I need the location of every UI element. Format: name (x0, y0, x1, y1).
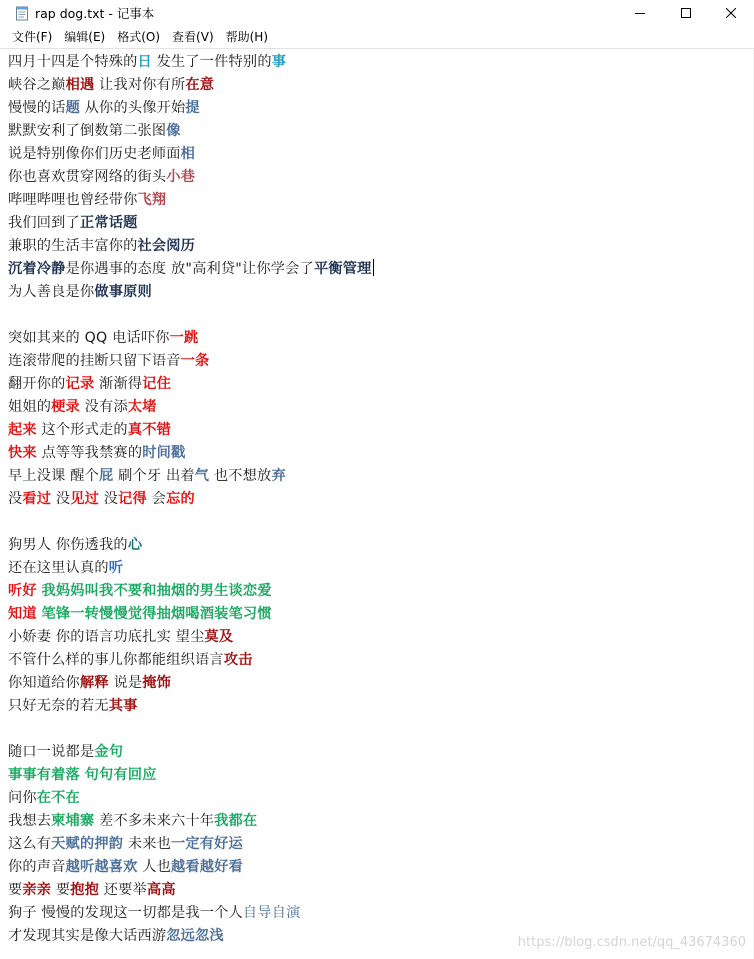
text-line (8, 442, 185, 465)
text-line (8, 672, 171, 695)
plain-text: 问你 (8, 790, 37, 806)
plain-text: 哔哩哔哩也曾经带你 (8, 192, 138, 208)
text-line (8, 419, 171, 442)
plain-text: 四月十四是个特殊的 (8, 54, 138, 70)
text-line (8, 879, 176, 902)
notepad-icon (15, 5, 29, 21)
plain-text: 没 (99, 491, 119, 507)
plain-text: 连滚带爬的挂断只留下语音 (8, 353, 181, 369)
highlighted-text: 事 (271, 54, 287, 70)
plain-text: 从你的头像开始 (79, 100, 186, 116)
text-line (8, 350, 209, 373)
highlighted-text: 沉着冷静 (8, 261, 66, 277)
highlighted-text: 越看越好看 (171, 859, 243, 875)
minimize-button[interactable] (617, 0, 663, 26)
text-line (8, 626, 233, 649)
text-line (8, 534, 142, 557)
plain-text: 我们回到了 (8, 215, 80, 231)
text-line (8, 580, 272, 603)
plain-text: 只好无奈的若无 (8, 698, 109, 714)
text-line (8, 557, 123, 580)
plain-text: 小娇妻 你的语言功底扎实 望尘 (8, 629, 205, 645)
text-line (8, 120, 181, 143)
highlighted-text: 我妈妈叫我不要和抽烟的男生谈恋爱 (41, 583, 272, 599)
text-line (8, 212, 138, 235)
plain-text: 说是特别像你们历史老师面 (8, 146, 181, 162)
highlighted-text: 平衡管理 (313, 261, 372, 277)
text-line (8, 281, 152, 304)
highlighted-text: 记得 (118, 491, 147, 507)
plain-text: 突如其来的 QQ 电话吓你 (8, 330, 170, 346)
highlighted-text: 社会阅历 (137, 238, 196, 254)
highlighted-text: 快来 (8, 445, 37, 461)
plain-text: 还在这里认真的 (8, 560, 109, 576)
text-line (8, 189, 166, 212)
text-line (8, 810, 257, 833)
text-line (8, 603, 272, 626)
text-line (8, 764, 157, 787)
highlighted-text: 屁 (99, 468, 114, 484)
plain-text: 没 (8, 491, 23, 507)
highlighted-text: 提 (185, 100, 200, 116)
highlighted-text: 柬埔寨 (51, 813, 95, 829)
highlighted-text: 忘的 (166, 491, 195, 507)
plain-text: 这个形式走的 (36, 422, 128, 438)
highlighted-text: 小巷 (166, 169, 196, 185)
text-caret (373, 259, 374, 276)
highlighted-text: 起来 (8, 422, 37, 438)
plain-text: 早上没课 醒个 (8, 468, 100, 484)
text-line (8, 327, 198, 350)
highlighted-text: 气 (194, 468, 210, 484)
highlighted-text: 太堵 (127, 399, 157, 415)
text-line (8, 488, 195, 511)
plain-text: 差不多未来六十年 (94, 813, 215, 829)
plain-text: 为人善良是你 (8, 284, 95, 300)
plain-text: 还要举 (99, 882, 147, 898)
plain-text: 兼职的生活丰富你的 (8, 238, 138, 254)
plain-text: 姐姐的 (8, 399, 52, 415)
highlighted-text: 掩饰 (142, 675, 172, 691)
highlighted-text: 亲亲 (22, 882, 52, 898)
plain-text: 你知道给你 (8, 675, 80, 691)
text-line (8, 235, 195, 258)
plain-text: 没有添 (79, 399, 128, 415)
menu-item-0[interactable]: 文件(F) (12, 30, 53, 44)
highlighted-text: 正常话题 (79, 215, 138, 231)
highlighted-text: 其事 (108, 698, 138, 714)
plain-text: 随口一说都是 (8, 744, 95, 760)
menu-item-1[interactable]: 编辑(E) (64, 30, 106, 44)
text-line (8, 51, 286, 74)
menu-item-2[interactable]: 格式(O) (117, 30, 161, 44)
highlighted-text: 记录 (65, 376, 95, 392)
plain-text: 没 (51, 491, 71, 507)
text-line (8, 902, 300, 925)
highlighted-text: 事事有着落 (8, 767, 80, 783)
plain-text: 点等等我禁赛的 (36, 445, 143, 461)
highlighted-text: 弃 (271, 468, 286, 484)
text-line (8, 258, 374, 281)
text-line (8, 74, 214, 97)
plain-text: 狗子 慢慢的发现这一切都是我一个人 (8, 905, 243, 921)
highlighted-text: 听 (108, 560, 124, 576)
plain-text: 刷个牙 出着 (113, 468, 195, 484)
menu-item-4[interactable]: 帮助(H) (225, 30, 269, 44)
plain-text: 不管什么样的事儿你都能组织语言 (8, 652, 224, 668)
plain-text: 你的声音 (8, 859, 66, 875)
text-line (8, 856, 243, 879)
highlighted-text: 自导自演 (242, 905, 301, 921)
highlighted-text: 在意 (185, 77, 215, 93)
watermark-text: https://blog.csdn.net/qq_43674360 (517, 935, 746, 950)
highlighted-text: 越听越喜欢 (65, 859, 138, 875)
text-line (8, 741, 123, 764)
plain-text: 人也 (137, 859, 172, 875)
plain-text: 要 (51, 882, 71, 898)
title-bar[interactable] (0, 0, 754, 26)
highlighted-text: 金句 (94, 744, 124, 760)
highlighted-text: 一跳 (169, 330, 199, 346)
close-icon (726, 8, 736, 18)
highlighted-text: 天赋的押韵 (51, 836, 124, 852)
highlighted-text: 时间戳 (142, 445, 186, 461)
highlighted-text: 相 (180, 146, 196, 162)
highlighted-text: 句句有回应 (84, 767, 157, 783)
highlighted-text: 莫及 (204, 629, 234, 645)
highlighted-text: 我都在 (214, 813, 258, 829)
plain-text: 未来也 (123, 836, 171, 852)
text-line (8, 465, 286, 488)
highlighted-text: 一定有好运 (171, 836, 243, 852)
close-button[interactable] (708, 0, 754, 26)
text-line (8, 787, 80, 810)
plain-text: 要 (8, 882, 23, 898)
text-line (8, 649, 253, 672)
plain-text: 说是 (108, 675, 143, 691)
plain-text: 我想去 (8, 813, 52, 829)
plain-text: 慢慢的话 (8, 100, 66, 116)
plain-text: 狗男人 你伤透我的 (8, 537, 128, 553)
highlighted-text: 心 (127, 537, 143, 553)
highlighted-text: 忽远忽浅 (166, 928, 224, 944)
highlighted-text: 知道 (8, 606, 37, 622)
highlighted-text: 见过 (70, 491, 100, 507)
plain-text: 这么有 (8, 836, 52, 852)
text-line (8, 97, 200, 120)
highlighted-text: 做事原则 (94, 284, 152, 300)
highlighted-text: 飞翔 (137, 192, 167, 208)
plain-text: 你也喜欢贯穿网络的街头 (8, 169, 167, 185)
plain-text: 是你遇事的态度 放"高利贷"让你学会了 (65, 261, 314, 277)
window-title: rap dog.txt - 记事本 (35, 6, 155, 21)
text-line (8, 695, 138, 718)
highlighted-text: 真不错 (127, 422, 171, 438)
menu-item-3[interactable]: 查看(V) (172, 30, 214, 44)
text-line (8, 166, 195, 189)
highlighted-text: 像 (166, 123, 181, 139)
minimize-icon (635, 8, 645, 18)
highlighted-text: 抱抱 (70, 882, 100, 898)
highlighted-text: 看过 (22, 491, 52, 507)
highlighted-text: 一条 (180, 353, 210, 369)
text-line (8, 373, 171, 396)
plain-text: 峡谷之巅 (8, 77, 66, 93)
plain-text: 会 (146, 491, 167, 507)
text-line (8, 833, 243, 856)
highlighted-text: 记住 (142, 376, 171, 392)
text-line (8, 396, 157, 419)
text-line (8, 143, 195, 166)
highlighted-text: 听好 (8, 583, 37, 599)
text-line (8, 925, 224, 948)
highlighted-text: 解释 (79, 675, 109, 691)
maximize-button[interactable] (663, 0, 709, 26)
highlighted-text: 题 (65, 100, 80, 116)
highlighted-text: 高高 (146, 882, 176, 898)
highlighted-text: 日 (137, 54, 152, 70)
plain-text: 翻开你的 (8, 376, 66, 392)
highlighted-text: 梗录 (51, 399, 80, 415)
plain-text: 发生了一件特别的 (151, 54, 272, 70)
plain-text: 才发现其实是像大话西游 (8, 928, 167, 944)
highlighted-text: 相遇 (65, 77, 95, 93)
highlighted-text: 笔锋一转慢慢觉得抽烟喝酒装笔习惯 (41, 606, 272, 622)
plain-text: 渐渐得 (94, 376, 143, 392)
highlighted-text: 在不在 (36, 790, 80, 806)
plain-text: 让我对你有所 (94, 77, 186, 93)
text-editor-area[interactable] (0, 49, 754, 959)
highlighted-text: 攻击 (223, 652, 253, 668)
plain-text: 默默安利了倒数第二张图 (8, 123, 167, 139)
maximize-icon (681, 8, 691, 18)
menu-bar (0, 26, 754, 48)
plain-text: 也不想放 (209, 468, 272, 484)
